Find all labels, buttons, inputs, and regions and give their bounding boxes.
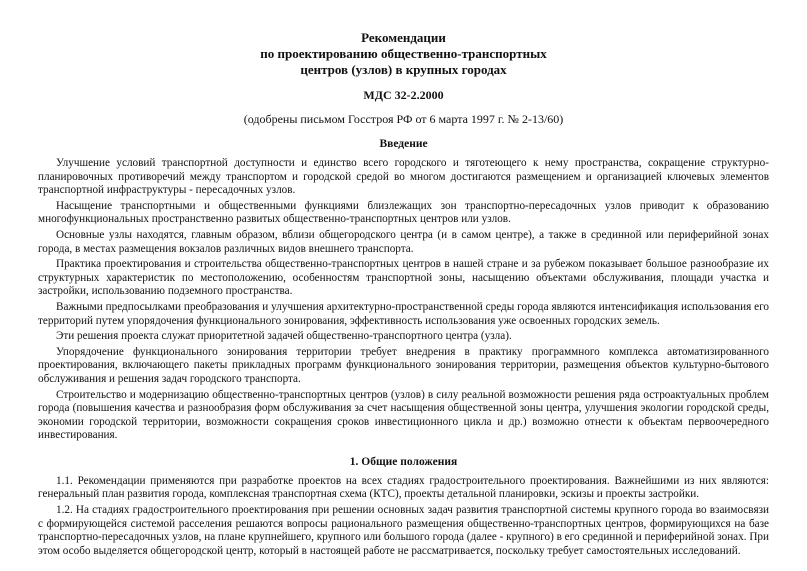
document-title-line-2: по проектированию общественно-транспортных — [260, 46, 547, 61]
intro-paragraph: Основные узлы находятся, главным образом, вблизи общегородского центра (и в самом центре), а также в срединной или периферийной зонах города, в местах размещения вокзалов различных видов внешнего транспорта. — [38, 228, 769, 255]
section-1-heading: 1. Общие положения — [349, 455, 458, 468]
intro-paragraph: Улучшение условий транспортной доступности и единство всего городского и тяготеющего к нему пространства, сокращение структурно-планировочных противоречий между транспортом и городской средой во многом достигаются размещением и организацией ключевых элементов транспортной инфраструктуры - пересадочных узлов. — [38, 157, 769, 197]
intro-heading: Введение — [379, 138, 428, 150]
section-1-paragraph: 1.2. На стадиях градостроительного проектирования при решении основных задач развития транспортной системы крупного города во взаимосвязи с формирующейся системой расселения решаются вопросы рационального размещения общественно-транспортных центров, формирующихся на базе транспортно-пересадочных узлов, на плане крупнейшего, крупного или большого города (далее - крупного) в его срединной и периферийной зонах. При этом особо выделяется общегородской центр, который в настоящей работе не рассматривается, поскольку требует самостоятельных исследований. — [38, 504, 769, 557]
document-title-line-3: центров (узлов) в крупных городах — [300, 62, 507, 77]
approval-note: (одобрены письмом Госстроя РФ от 6 марта 1997 г. № 2-13/60) — [243, 112, 564, 126]
section-1-paragraph: 1.1. Рекомендации применяются при разработке проектов на всех стадиях градостроительного проектирования. Важнейшими из них являются: генеральный план развития города, комплексная транспортная схема (КТС), проекты детальной планировки, эскизы и проекты застройки. — [38, 474, 769, 501]
intro-paragraph: Эти решения проекта служат приоритетной задачей общественно-транспортного центра (узла). — [56, 330, 512, 343]
intro-paragraph: Упорядочение функционального зонирования территории требует внедрения в практику программного комплекса автоматизированного проектирования, включающего пакеты прикладных программ функционального зонирования территории, размещения объектов культурно-бытового обслуживания и решения задач городского транспорта. — [38, 345, 769, 385]
intro-paragraph: Важными предпосылками преобразования и улучшения архитектурно-пространственной среды города являются интенсификация использования его территорий путем упорядочения функционального зонирования, эффективность использования уже освоенных городских земель. — [38, 300, 769, 327]
intro-paragraph: Насыщение транспортными и общественными функциями близлежащих зон транспортно-пересадочных узлов приводит к образованию многофункциональных пространственно развитых общественно-транспортных центров или узлов. — [38, 199, 769, 226]
document-code: МДС 32-2.2000 — [363, 88, 444, 102]
document-title-line-1: Рекомендации — [361, 30, 446, 45]
intro-paragraph: Практика проектирования и строительства общественно-транспортных центров в нашей стране и за рубежом показывает большое разнообразие их структурных характеристик по местоположению, особенностям транспортной зоны, насыщению объектами обслуживания, площади участка и застройки, использованию подземного пространства. — [38, 258, 769, 298]
intro-paragraph: Строительство и модернизацию общественно-транспортных центров (узлов) в силу реальной возможности решения ряда остроактуальных проблем города (повышения качества и разнообразия форм обслуживания за счет насыщения общественной зоны центра, улучшения экологии городской среды, экономии городской территории, возможности сокращения сроков инвестиционного цикла и др.) возможно отнести к объектам первоочередного инвестирования. — [38, 388, 769, 442]
